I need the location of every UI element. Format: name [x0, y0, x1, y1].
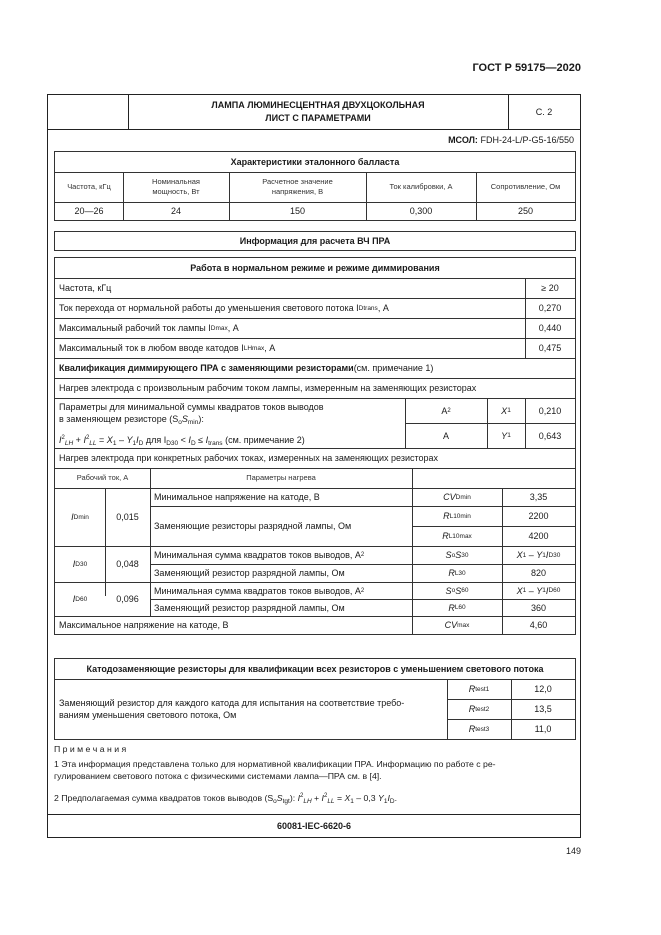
id30-label: I D30 — [72, 559, 88, 569]
ballast-value-resistance: 250 — [517, 206, 534, 216]
notes — [54, 743, 574, 808]
cv-dmin-value: 3,35 — [529, 492, 548, 502]
min-cathode-voltage: Минимальное напряжение на катоде, В — [154, 492, 320, 502]
coef-x1-value: 0,210 — [538, 405, 562, 416]
min-sum-squares-30: Минимальная сумма квадратов токов выводов, А 2 — [154, 550, 365, 560]
page-number: 149 — [565, 846, 581, 856]
coef-y1-value: 0,643 — [538, 430, 562, 441]
operation-table — [54, 257, 576, 635]
sheet-header — [48, 95, 580, 130]
id60-label: I D60 — [72, 594, 88, 604]
rl10min: R L10min — [443, 511, 471, 521]
hf-ballast-info-title: Информация для расчета ВЧ ПРА — [54, 231, 576, 251]
sheet-number: С. 2 — [535, 107, 553, 117]
rl10min-value: 2200 — [528, 511, 549, 521]
cathode-title: Катодозаменяющие резисторы для квалификации всех резисторов с уменьшением светового потока — [86, 664, 544, 674]
ballast-title: Характеристики эталонного балласта — [230, 157, 400, 167]
row-frequency-value: ≥ 20 — [541, 283, 559, 293]
cv-dmin: CV Dmin — [443, 492, 471, 502]
rtest2-value: 13,5 — [534, 704, 552, 714]
note-1-line-1: 1 Эта информация представлена только для нормативной квалификации ПРА. Информацию по работе с ре- — [54, 759, 496, 769]
rtest3-value: 11,0 — [534, 724, 552, 734]
unit-a-squared: A 2 — [441, 405, 451, 416]
heating-arbitrary-current: Нагрев электрода с произвольным рабочим током лампы, измеренным на заменяющих резисторах — [59, 383, 477, 393]
sheet-title — [128, 95, 509, 129]
notes-heading: П р и м е ч а н и я — [54, 744, 127, 754]
rtest1: R test1 — [468, 684, 490, 694]
header-blank-cell — [48, 95, 129, 129]
row-lhmax-label: Максимальный ток в любом вводе катодов I LHmax , А — [59, 343, 276, 353]
row-dtrans-value: 0,270 — [538, 303, 562, 313]
heating-specific-currents: Нагрев электрода при конкретных рабочих токах, измеренных на заменяющих резисторах — [59, 453, 439, 463]
cv-max: CV max — [444, 620, 470, 630]
idmin-value: 0,015 — [116, 512, 139, 522]
rl30: R L30 — [448, 568, 466, 578]
sheet-footer-code: 60081-IEC-6620-6 — [48, 814, 580, 837]
ballast-value-current: 0,300 — [409, 206, 433, 216]
rtest3: R test3 — [468, 724, 490, 734]
rl60-value: 360 — [530, 602, 547, 613]
row-lhmax-value: 0,475 — [538, 343, 562, 353]
sos60-value: X 1 – Y 1 I D60 — [516, 585, 561, 596]
rtest1-value: 12,0 — [534, 684, 552, 694]
ballast-value-voltage: 150 — [289, 206, 306, 216]
ballast-header-resistance: Сопротивление, Ом — [490, 182, 561, 191]
row-dtrans-label: Ток перехода от нормальной работы до уменьшения светового потока I Dtrans , А — [59, 303, 389, 313]
rl10max-value: 4200 — [528, 531, 549, 541]
replacement-resistors-discharge: Заменяющие резисторы разрядной лампы, Ом — [154, 521, 352, 531]
parameter-sheet — [47, 94, 581, 838]
note-2: 2 Предполагаемая сумма квадратов токов выводов $(S_oS_{tgt})$: $I^2_{LH} + I^2_{LL} = X_1 - 0,3$ $Y_1I_D$. — [54, 793, 397, 805]
msol-code — [448, 135, 574, 145]
ballast-value-frequency: 20—26 — [74, 206, 104, 216]
coef-y1: Y 1 — [501, 430, 511, 441]
coef-x1: X 1 — [501, 405, 511, 416]
row-frequency-label: Частота, кГц — [59, 283, 112, 293]
title-line-1: ЛАМПА ЛЮМИНЕСЦЕНТНАЯ ДВУХЦОКОЛЬНАЯ — [211, 100, 425, 110]
rl60: R L60 — [448, 602, 466, 613]
msol-value: FDH-24-L/P-G5-16/550 — [480, 135, 574, 145]
col-operating-current: Рабочий ток, А — [76, 473, 129, 482]
row-dmax-label: Максимальный рабочий ток лампы I Dmax , А — [59, 323, 239, 333]
standard-number: ГОСТ Р 59175—2020 — [472, 62, 581, 74]
ballast-table — [54, 151, 576, 221]
ballast-header-voltage: Расчетное значение напряжения, В — [262, 177, 333, 196]
row-dmax-value: 0,440 — [538, 323, 562, 333]
title-line-2: ЛИСТ С ПАРАМЕТРАМИ — [265, 113, 371, 123]
cathode-description: Заменяющий резистор для каждого катода для испытания на соответствие требо- ваниям уменьшения светового потока, Ом — [59, 698, 405, 720]
rtest2: R test2 — [468, 704, 490, 714]
msol-label: МСОЛ: — [448, 135, 478, 145]
min-sum-squares-60: Минимальная сумма квадратов токов выводов, А 2 — [154, 585, 365, 596]
operation-title: Работа в нормальном режиме и режиме диммирования — [190, 263, 440, 273]
sos30: S o S 30 — [445, 550, 469, 560]
rl10max: R L10max — [442, 531, 472, 541]
ballast-header-frequency: Частота, кГц — [67, 182, 111, 191]
sos60: S o S 60 — [445, 585, 469, 596]
replacement-resistor-30: Заменяющий резистор разрядной лампы, Ом — [154, 568, 345, 578]
note-1-line-2: гулированием светового потока с физическими системами лампа—ПРА см. в [4]. — [54, 771, 382, 781]
id30-value: 0,048 — [116, 559, 139, 569]
cv-max-value: 4,60 — [529, 620, 548, 630]
idmin-label: I Dmin — [71, 512, 89, 522]
min-sum-params: Параметры для минимальной суммы квадратов токов выводов в заменяющем резисторе $(S_oS_{min})$: $I^2_{LH} + I^2_{LL} = X_1 - Y_1I_D$ для $I_{D30} < I_D \le I_{trans}$ (см. примечание 2) — [59, 402, 324, 447]
dimming-title: Квалификация диммирующего ПРА с заменяющими резисторами (см. примечание 1) — [59, 363, 434, 373]
ballast-header-power: Номинальная мощность, Вт — [152, 177, 200, 196]
id60-value: 0,096 — [116, 594, 139, 604]
replacement-resistor-60: Заменяющий резистор разрядной лампы, Ом — [154, 602, 345, 613]
ballast-value-power: 24 — [170, 206, 181, 216]
max-cathode-voltage: Максимальное напряжение на катоде, В — [59, 620, 229, 630]
cathode-resistors-table — [54, 658, 576, 740]
rl30-value: 820 — [530, 568, 547, 578]
sos30-value: X 1 – Y 1 I D30 — [516, 550, 561, 560]
ballast-header-current: Ток калибровки, А — [389, 182, 453, 191]
col-heating-params: Параметры нагрева — [246, 473, 316, 482]
unit-a: A — [442, 430, 449, 441]
